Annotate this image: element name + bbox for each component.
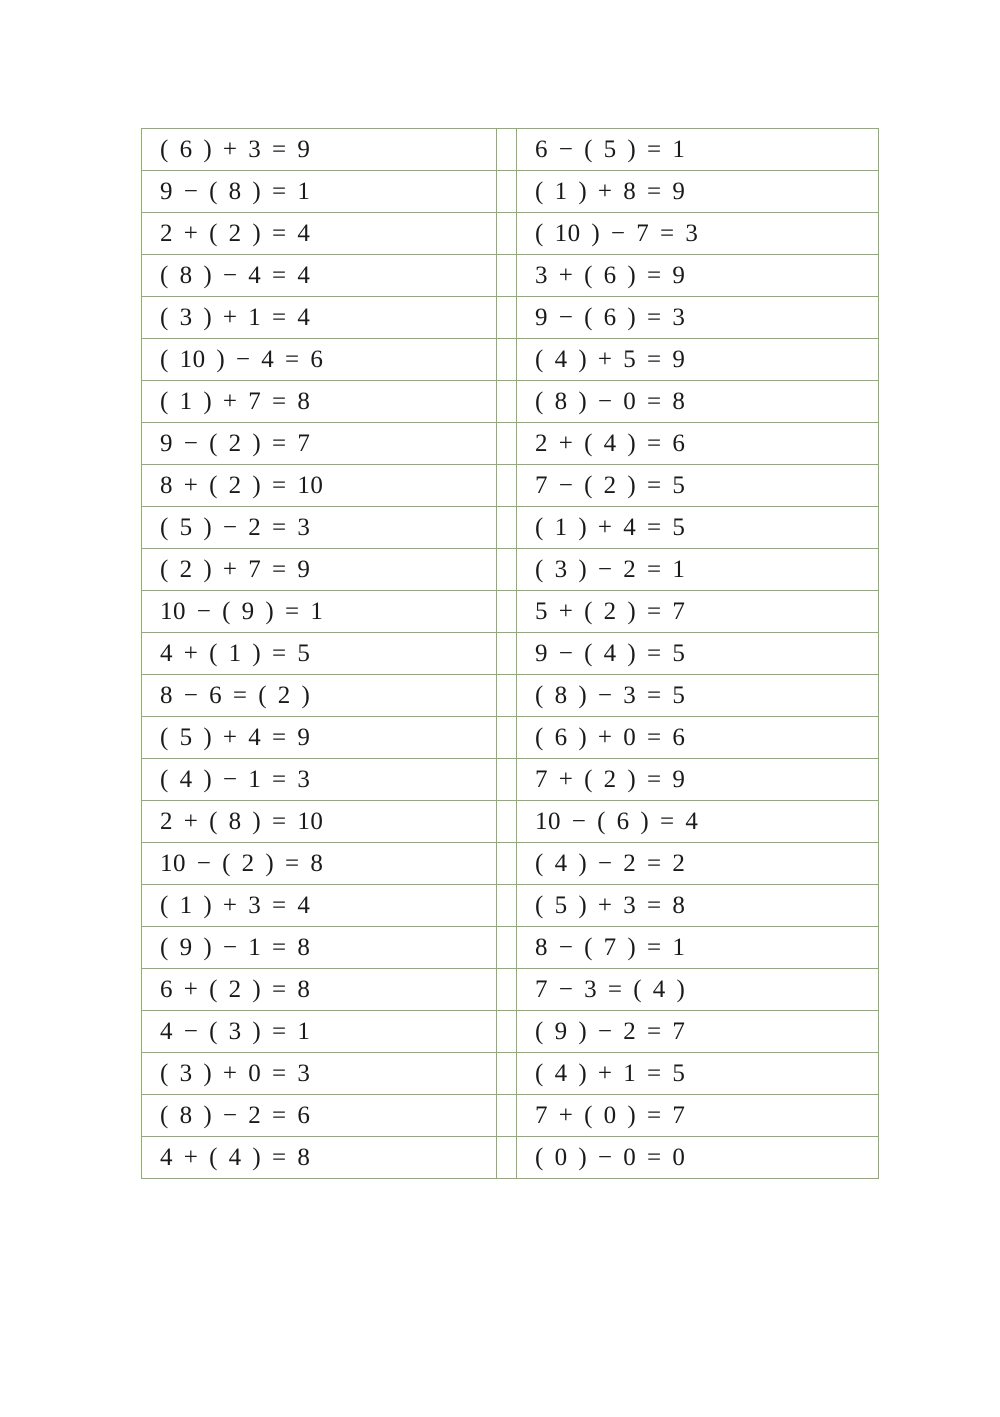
right-problem-cell: [517, 549, 879, 591]
column-gap-cell: [497, 255, 517, 297]
right-problem-cell: [517, 381, 879, 423]
problem-row: [142, 843, 879, 885]
right-equation: ( 0 ) − 0 = 0: [535, 1144, 686, 1171]
left-problem-cell: [142, 507, 497, 549]
column-gap-cell: [497, 465, 517, 507]
left-problem-cell: [142, 1011, 497, 1053]
left-problem-cell: [142, 801, 497, 843]
column-gap-cell: [497, 843, 517, 885]
column-gap-cell: [497, 507, 517, 549]
left-problem-cell: [142, 843, 497, 885]
right-problem-cell: [517, 213, 879, 255]
right-equation: ( 10 ) − 7 = 3: [535, 220, 699, 247]
left-equation: 4 + ( 4 ) = 8: [160, 1144, 311, 1171]
problem-row: [142, 549, 879, 591]
left-problem-cell: [142, 1095, 497, 1137]
left-equation: ( 1 ) + 7 = 8: [160, 388, 311, 415]
right-equation: 9 − ( 6 ) = 3: [535, 304, 686, 331]
left-equation: 4 − ( 3 ) = 1: [160, 1018, 311, 1045]
right-equation: ( 8 ) − 3 = 5: [535, 682, 686, 709]
left-problem-cell: [142, 255, 497, 297]
right-equation: ( 4 ) + 5 = 9: [535, 346, 686, 373]
left-equation: ( 8 ) − 2 = 6: [160, 1102, 311, 1129]
left-equation: ( 10 ) − 4 = 6: [160, 346, 324, 373]
right-equation: 7 − 3 = ( 4 ): [535, 976, 686, 1003]
problem-row: [142, 507, 879, 549]
right-problem-cell: [517, 1095, 879, 1137]
problem-row: [142, 591, 879, 633]
right-equation: 7 − ( 2 ) = 5: [535, 472, 686, 499]
column-gap-cell: [497, 885, 517, 927]
left-equation: ( 3 ) + 0 = 3: [160, 1060, 311, 1087]
column-gap-cell: [497, 1053, 517, 1095]
problem-row: [142, 465, 879, 507]
right-problem-cell: [517, 1011, 879, 1053]
left-equation: ( 6 ) + 3 = 9: [160, 136, 311, 163]
problem-row: [142, 171, 879, 213]
right-problem-cell: [517, 423, 879, 465]
column-gap-cell: [497, 927, 517, 969]
left-equation: 8 + ( 2 ) = 10: [160, 472, 324, 499]
left-equation: ( 5 ) + 4 = 9: [160, 724, 311, 751]
right-problem-cell: [517, 465, 879, 507]
left-problem-cell: [142, 675, 497, 717]
right-problem-cell: [517, 129, 879, 171]
problem-row: [142, 885, 879, 927]
left-equation: 9 − ( 2 ) = 7: [160, 430, 311, 457]
problem-row: [142, 1011, 879, 1053]
column-gap-cell: [497, 801, 517, 843]
left-problem-cell: [142, 1053, 497, 1095]
problem-row: [142, 759, 879, 801]
column-gap-cell: [497, 1011, 517, 1053]
problem-row: [142, 339, 879, 381]
column-gap-cell: [497, 339, 517, 381]
left-problem-cell: [142, 423, 497, 465]
right-problem-cell: [517, 591, 879, 633]
left-problem-cell: [142, 1137, 497, 1179]
problem-row: [142, 927, 879, 969]
right-problem-cell: [517, 843, 879, 885]
right-problem-cell: [517, 171, 879, 213]
problem-row: [142, 381, 879, 423]
left-problem-cell: [142, 381, 497, 423]
problem-row: [142, 255, 879, 297]
left-equation: 9 − ( 8 ) = 1: [160, 178, 311, 205]
right-equation: 6 − ( 5 ) = 1: [535, 136, 686, 163]
column-gap-cell: [497, 171, 517, 213]
right-problem-cell: [517, 801, 879, 843]
left-equation: 10 − ( 9 ) = 1: [160, 598, 324, 625]
right-equation: ( 5 ) + 3 = 8: [535, 892, 686, 919]
column-gap-cell: [497, 549, 517, 591]
right-equation: ( 1 ) + 8 = 9: [535, 178, 686, 205]
right-problem-cell: [517, 1137, 879, 1179]
left-equation: ( 3 ) + 1 = 4: [160, 304, 311, 331]
problem-row: [142, 1053, 879, 1095]
left-problem-cell: [142, 465, 497, 507]
right-problem-cell: [517, 339, 879, 381]
column-gap-cell: [497, 213, 517, 255]
left-problem-cell: [142, 927, 497, 969]
right-problem-cell: [517, 927, 879, 969]
problem-row: [142, 969, 879, 1011]
column-gap-cell: [497, 675, 517, 717]
right-problem-cell: [517, 717, 879, 759]
problem-row: [142, 801, 879, 843]
left-equation: ( 8 ) − 4 = 4: [160, 262, 311, 289]
right-problem-cell: [517, 759, 879, 801]
column-gap-cell: [497, 381, 517, 423]
right-equation: 5 + ( 2 ) = 7: [535, 598, 686, 625]
left-equation: 2 + ( 8 ) = 10: [160, 808, 324, 835]
problem-row: [142, 213, 879, 255]
left-equation: ( 2 ) + 7 = 9: [160, 556, 311, 583]
left-equation: 4 + ( 1 ) = 5: [160, 640, 311, 667]
left-problem-cell: [142, 549, 497, 591]
left-equation: 8 − 6 = ( 2 ): [160, 682, 311, 709]
column-gap-cell: [497, 633, 517, 675]
right-problem-cell: [517, 255, 879, 297]
problem-row: [142, 675, 879, 717]
column-gap-cell: [497, 717, 517, 759]
left-equation: ( 5 ) − 2 = 3: [160, 514, 311, 541]
left-equation: 2 + ( 2 ) = 4: [160, 220, 311, 247]
left-problem-cell: [142, 129, 497, 171]
problem-row: [142, 297, 879, 339]
left-problem-cell: [142, 591, 497, 633]
right-problem-cell: [517, 675, 879, 717]
left-problem-cell: [142, 717, 497, 759]
right-problem-cell: [517, 633, 879, 675]
left-problem-cell: [142, 171, 497, 213]
column-gap-cell: [497, 423, 517, 465]
problem-row: [142, 633, 879, 675]
right-problem-cell: [517, 1053, 879, 1095]
left-equation: 6 + ( 2 ) = 8: [160, 976, 311, 1003]
right-equation: ( 4 ) − 2 = 2: [535, 850, 686, 877]
problem-row: [142, 1137, 879, 1179]
right-equation: 9 − ( 4 ) = 5: [535, 640, 686, 667]
column-gap-cell: [497, 1095, 517, 1137]
left-problem-cell: [142, 633, 497, 675]
column-gap-cell: [497, 969, 517, 1011]
column-gap-cell: [497, 129, 517, 171]
left-problem-cell: [142, 969, 497, 1011]
left-equation: ( 1 ) + 3 = 4: [160, 892, 311, 919]
right-equation: ( 4 ) + 1 = 5: [535, 1060, 686, 1087]
problem-row: [142, 1095, 879, 1137]
left-equation: ( 9 ) − 1 = 8: [160, 934, 311, 961]
problem-row: [142, 423, 879, 465]
left-problem-cell: [142, 885, 497, 927]
left-equation: ( 4 ) − 1 = 3: [160, 766, 311, 793]
right-equation: ( 8 ) − 0 = 8: [535, 388, 686, 415]
right-problem-cell: [517, 507, 879, 549]
problem-row: [142, 717, 879, 759]
right-equation: 7 + ( 2 ) = 9: [535, 766, 686, 793]
left-equation: 10 − ( 2 ) = 8: [160, 850, 324, 877]
worksheet-body: [142, 129, 879, 1179]
right-problem-cell: [517, 297, 879, 339]
right-problem-cell: [517, 885, 879, 927]
right-equation: 3 + ( 6 ) = 9: [535, 262, 686, 289]
right-equation: 10 − ( 6 ) = 4: [535, 808, 699, 835]
left-problem-cell: [142, 759, 497, 801]
right-equation: ( 1 ) + 4 = 5: [535, 514, 686, 541]
right-problem-cell: [517, 969, 879, 1011]
right-equation: ( 3 ) − 2 = 1: [535, 556, 686, 583]
column-gap-cell: [497, 297, 517, 339]
problem-row: [142, 129, 879, 171]
left-problem-cell: [142, 339, 497, 381]
right-equation: 8 − ( 7 ) = 1: [535, 934, 686, 961]
right-equation: 7 + ( 0 ) = 7: [535, 1102, 686, 1129]
left-problem-cell: [142, 213, 497, 255]
column-gap-cell: [497, 591, 517, 633]
column-gap-cell: [497, 759, 517, 801]
left-problem-cell: [142, 297, 497, 339]
right-equation: 2 + ( 4 ) = 6: [535, 430, 686, 457]
arithmetic-worksheet-table: [141, 128, 879, 1179]
column-gap-cell: [497, 1137, 517, 1179]
right-equation: ( 9 ) − 2 = 7: [535, 1018, 686, 1045]
right-equation: ( 6 ) + 0 = 6: [535, 724, 686, 751]
